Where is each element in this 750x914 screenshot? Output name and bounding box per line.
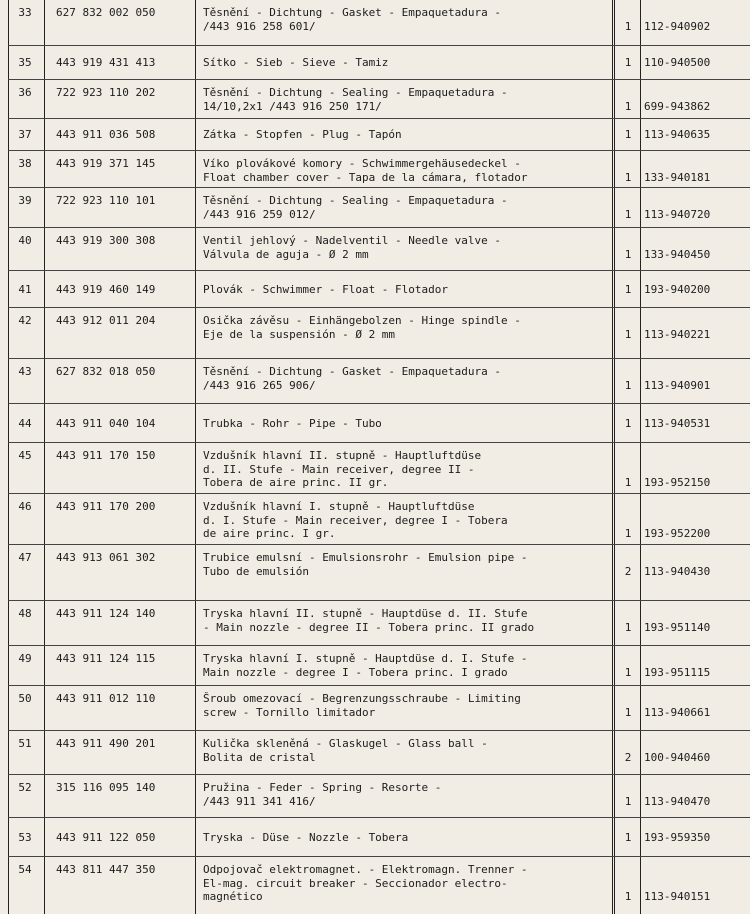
- quantity: 1: [624, 170, 632, 184]
- quantity: 1: [624, 794, 632, 808]
- part-code: 443 911 170 150: [56, 449, 156, 462]
- quantity: 1: [624, 620, 632, 634]
- quantity: 1: [624, 19, 632, 33]
- quantity: 2: [624, 564, 632, 578]
- item-number: 44: [18, 416, 32, 430]
- part-description: Tryska - Düse - Nozzle - Tobera: [203, 830, 409, 844]
- reference-number: 113-940531: [644, 416, 711, 430]
- part-code: 443 919 431 413: [56, 56, 156, 69]
- part-code: 443 911 124 140: [56, 607, 156, 620]
- part-code: 443 911 170 200: [56, 500, 156, 513]
- reference-number: 100-940460: [644, 750, 711, 764]
- reference-number: 113-940221: [644, 327, 711, 341]
- part-description: Těsnění - Dichtung - Gasket - Empaquetadura - /443 916 258 601/: [203, 6, 502, 33]
- reference-number: 113-940720: [644, 207, 711, 221]
- quantity: 2: [624, 750, 632, 764]
- quantity: 1: [624, 128, 632, 141]
- item-number: 51: [18, 737, 32, 750]
- table-row: [0, 188, 750, 228]
- part-code: 315 116 095 140: [56, 781, 156, 794]
- table-row: [0, 494, 750, 545]
- item-number: 42: [18, 314, 32, 327]
- part-code: 627 832 002 050: [56, 6, 156, 19]
- part-code: 627 832 018 050: [56, 365, 156, 378]
- reference-number: 193-952200: [644, 527, 711, 540]
- part-description: Pružina - Feder - Spring - Resorte - /443 911 341 416/: [203, 781, 442, 808]
- part-code: 722 923 110 101: [56, 194, 156, 207]
- part-description: Trubice emulsní - Emulsionsrohr - Emulsion pipe - Tubo de emulsión: [203, 551, 528, 578]
- reference-number: 193-959350: [644, 830, 711, 844]
- part-description: Zátka - Stopfen - Plug - Tapón: [203, 128, 402, 141]
- quantity: 1: [624, 327, 632, 341]
- part-code: 443 911 012 110: [56, 692, 156, 705]
- part-description: Sítko - Sieb - Sieve - Tamiz: [203, 56, 389, 69]
- part-code: 443 911 040 104: [56, 416, 156, 430]
- table-row: [0, 545, 750, 601]
- item-number: 45: [18, 449, 32, 462]
- part-description: Tryska hlavní II. stupně - Hauptdüse d. II. Stufe - Main nozzle - degree II - Tobera princ. II grado: [203, 607, 535, 634]
- part-code: 443 811 447 350: [56, 863, 156, 876]
- part-description: Těsnění - Dichtung - Sealing - Empaquetadura - 14/10,2x1 /443 916 250 171/: [203, 86, 508, 113]
- reference-number: 113-940661: [644, 705, 711, 719]
- table-row: [0, 686, 750, 731]
- part-code: 443 919 460 149: [56, 282, 156, 296]
- table-row: [0, 443, 750, 494]
- table-row: [0, 0, 750, 46]
- table-row: [0, 359, 750, 404]
- part-code: 722 923 110 202: [56, 86, 156, 99]
- reference-number: 133-940181: [644, 170, 711, 184]
- part-code: 443 911 122 050: [56, 830, 156, 844]
- reference-number: 113-940151: [644, 890, 711, 903]
- part-description: Vzdušník hlavní II. stupně - Hauptluftdüse d. II. Stufe - Main receiver, degree II - Tobera de aire princ. II gr.: [203, 449, 482, 489]
- table-row: [0, 228, 750, 271]
- part-description: Těsnění - Dichtung - Gasket - Empaquetadura - /443 916 265 906/: [203, 365, 502, 392]
- reference-number: 113-940901: [644, 378, 711, 392]
- reference-number: 193-951140: [644, 620, 711, 634]
- table-row: [0, 601, 750, 646]
- quantity: 1: [624, 282, 632, 296]
- table-row: [0, 731, 750, 775]
- quantity: 1: [624, 416, 632, 430]
- reference-number: 193-940200: [644, 282, 711, 296]
- part-code: 443 911 036 508: [56, 128, 156, 141]
- item-number: 40: [18, 234, 32, 247]
- quantity: 1: [624, 476, 632, 489]
- part-description: Osička závěsu - Einhängebolzen - Hinge spindle - Eje de la suspensión - Ø 2 mm: [203, 314, 521, 341]
- table-row: [0, 646, 750, 686]
- item-number: 50: [18, 692, 32, 705]
- reference-number: 193-952150: [644, 476, 711, 489]
- item-number: 33: [18, 6, 32, 19]
- part-code: 443 911 490 201: [56, 737, 156, 750]
- part-code: 443 919 300 308: [56, 234, 156, 247]
- quantity: 1: [624, 207, 632, 221]
- item-number: 48: [18, 607, 32, 620]
- item-number: 54: [18, 863, 32, 876]
- item-number: 36: [18, 86, 32, 99]
- quantity: 1: [624, 527, 632, 540]
- quantity: 1: [624, 56, 632, 69]
- item-number: 41: [18, 282, 32, 296]
- part-code: 443 919 371 145: [56, 157, 156, 170]
- reference-number: 110-940500: [644, 56, 711, 69]
- table-row: [0, 46, 750, 80]
- item-number: 46: [18, 500, 32, 513]
- part-code: 443 913 061 302: [56, 551, 156, 564]
- item-number: 52: [18, 781, 32, 794]
- reference-number: 113-940430: [644, 564, 711, 578]
- reference-number: 113-940470: [644, 794, 711, 808]
- reference-number: 112-940902: [644, 19, 711, 33]
- table-row: [0, 775, 750, 818]
- reference-number: 113-940635: [644, 128, 711, 141]
- item-number: 53: [18, 830, 32, 844]
- part-description: Šroub omezovací - Begrenzungsschraube - Limiting screw - Tornillo limitador: [203, 692, 521, 719]
- part-code: 443 912 011 204: [56, 314, 156, 327]
- reference-number: 193-951115: [644, 665, 711, 679]
- table-row: [0, 271, 750, 308]
- quantity: 1: [624, 247, 632, 261]
- item-number: 43: [18, 365, 32, 378]
- item-number: 39: [18, 194, 32, 207]
- part-description: Plovák - Schwimmer - Float - Flotador: [203, 282, 449, 296]
- part-description: Těsnění - Dichtung - Sealing - Empaquetadura - /443 916 259 012/: [203, 194, 508, 221]
- part-description: Kulička skleněná - Glaskugel - Glass ball - Bolita de cristal: [203, 737, 488, 764]
- item-number: 47: [18, 551, 32, 564]
- table-row: [0, 151, 750, 188]
- part-description: Ventil jehlový - Nadelventil - Needle valve - Válvula de aguja - Ø 2 mm: [203, 234, 502, 261]
- quantity: 1: [624, 705, 632, 719]
- part-description: Vzdušník hlavní I. stupně - Hauptluftdüse d. I. Stufe - Main receiver, degree I - Tobera de aire princ. I gr.: [203, 500, 508, 540]
- table-row: [0, 308, 750, 359]
- table-row: [0, 818, 750, 857]
- table-row: [0, 857, 750, 914]
- quantity: 1: [624, 830, 632, 844]
- reference-number: 699-943862: [644, 99, 711, 113]
- item-number: 38: [18, 157, 32, 170]
- part-description: Víko plovákové komory - Schwimmergehäusedeckel - Float chamber cover - Tapa de la cámara, flotador: [203, 157, 528, 184]
- item-number: 37: [18, 128, 32, 141]
- reference-number: 133-940450: [644, 247, 711, 261]
- table-row: [0, 80, 750, 119]
- part-description: Trubka - Rohr - Pipe - Tubo: [203, 416, 382, 430]
- part-description: Tryska hlavní I. stupně - Hauptdüse d. I. Stufe - Main nozzle - degree I - Tobera princ. I grado: [203, 652, 528, 679]
- part-description: Odpojovač elektromagnet. - Elektromagn. Trenner - El-mag. circuit breaker - Seccionador electro- magnético: [203, 863, 528, 903]
- table-row: [0, 119, 750, 151]
- item-number: 49: [18, 652, 32, 665]
- quantity: 1: [624, 378, 632, 392]
- quantity: 1: [624, 665, 632, 679]
- item-number: 35: [18, 56, 32, 69]
- table-row: [0, 404, 750, 443]
- quantity: 1: [624, 99, 632, 113]
- part-code: 443 911 124 115: [56, 652, 156, 665]
- quantity: 1: [624, 890, 632, 903]
